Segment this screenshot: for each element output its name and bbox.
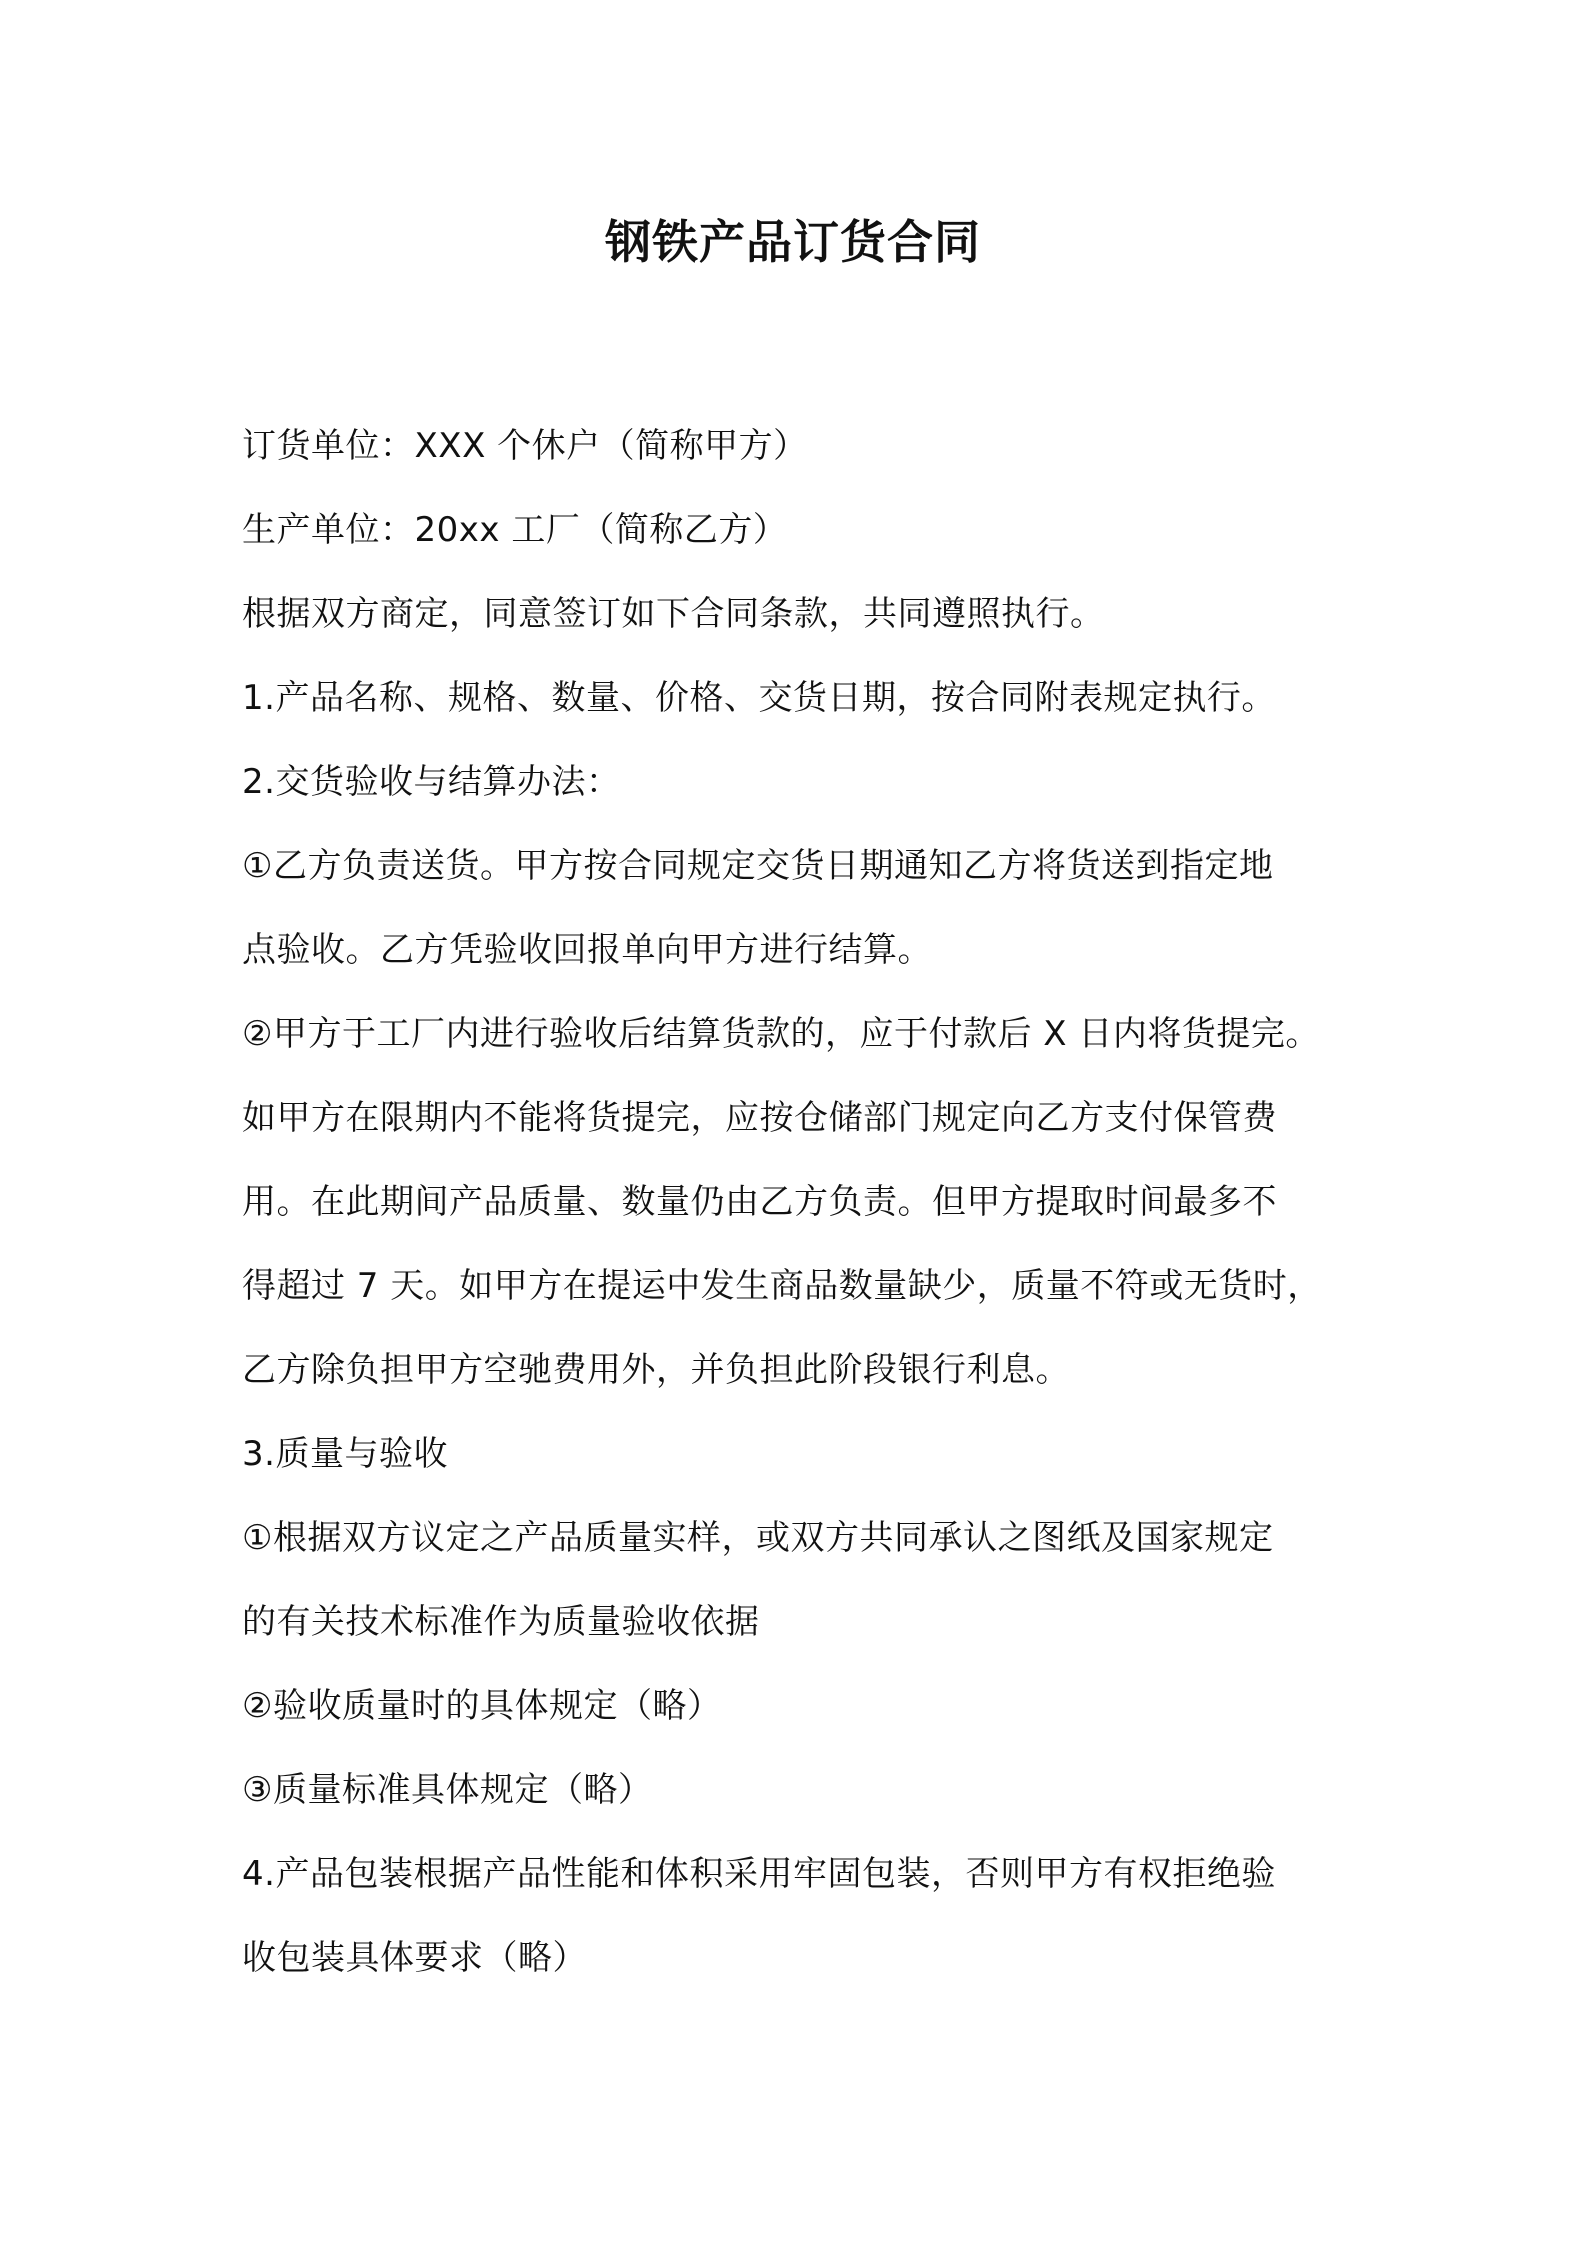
clause-2-item-2-line-2: 如甲方在限期内不能将货提完，应按仓储部门规定向乙方支付保管费 — [242, 1098, 1277, 1138]
clause-3-item-2: ②验收质量时的具体规定（略） — [242, 1686, 722, 1726]
clause-3-item-3: ③质量标准具体规定（略） — [242, 1770, 653, 1810]
clause-2-heading: 2.交货验收与结算办法： — [242, 762, 621, 802]
clause-2-item-2-line-1: ②甲方于工厂内进行验收后结算货款的，应于付款后 X 日内将货提完。 — [242, 1014, 1320, 1054]
clause-3-heading: 3.质量与验收 — [242, 1434, 448, 1474]
clause-2-item-2-line-3: 用。在此期间产品质量、数量仍由乙方负责。但甲方提取时间最多不 — [242, 1182, 1277, 1222]
producer-line: 生产单位：20xx 工厂（简称乙方） — [242, 510, 788, 550]
clause-2-item-1-line-2: 点验收。乙方凭验收回报单向甲方进行结算。 — [242, 930, 932, 970]
clause-4-line-1: 4.产品包装根据产品性能和体积采用牢固包装，否则甲方有权拒绝验 — [242, 1854, 1276, 1894]
contract-body — [242, 404, 1362, 2000]
clause-4-line-2: 收包装具体要求（略） — [242, 1938, 587, 1978]
clause-3-item-1-line-2: 的有关技术标准作为质量验收依据 — [242, 1602, 760, 1642]
clause-1-line: 1.产品名称、规格、数量、价格、交货日期，按合同附表规定执行。 — [242, 678, 1276, 718]
preamble-line: 根据双方商定，同意签订如下合同条款，共同遵照执行。 — [242, 594, 1105, 634]
clause-2-item-2-line-4: 得超过 7 天。如甲方在提运中发生商品数量缺少，质量不符或无货时， — [242, 1266, 1322, 1306]
clause-2-item-2-line-5: 乙方除负担甲方空驰费用外，并负担此阶段银行利息。 — [242, 1350, 1070, 1390]
orderer-line: 订货单位：XXX 个休户（简称甲方） — [242, 426, 808, 466]
clause-2-item-1-line-1: ①乙方负责送货。甲方按合同规定交货日期通知乙方将货送到指定地 — [242, 846, 1274, 886]
document-title: 钢铁产品订货合同 — [605, 215, 981, 269]
clause-3-item-1-line-1: ①根据双方议定之产品质量实样，或双方共同承认之图纸及国家规定 — [242, 1518, 1274, 1558]
